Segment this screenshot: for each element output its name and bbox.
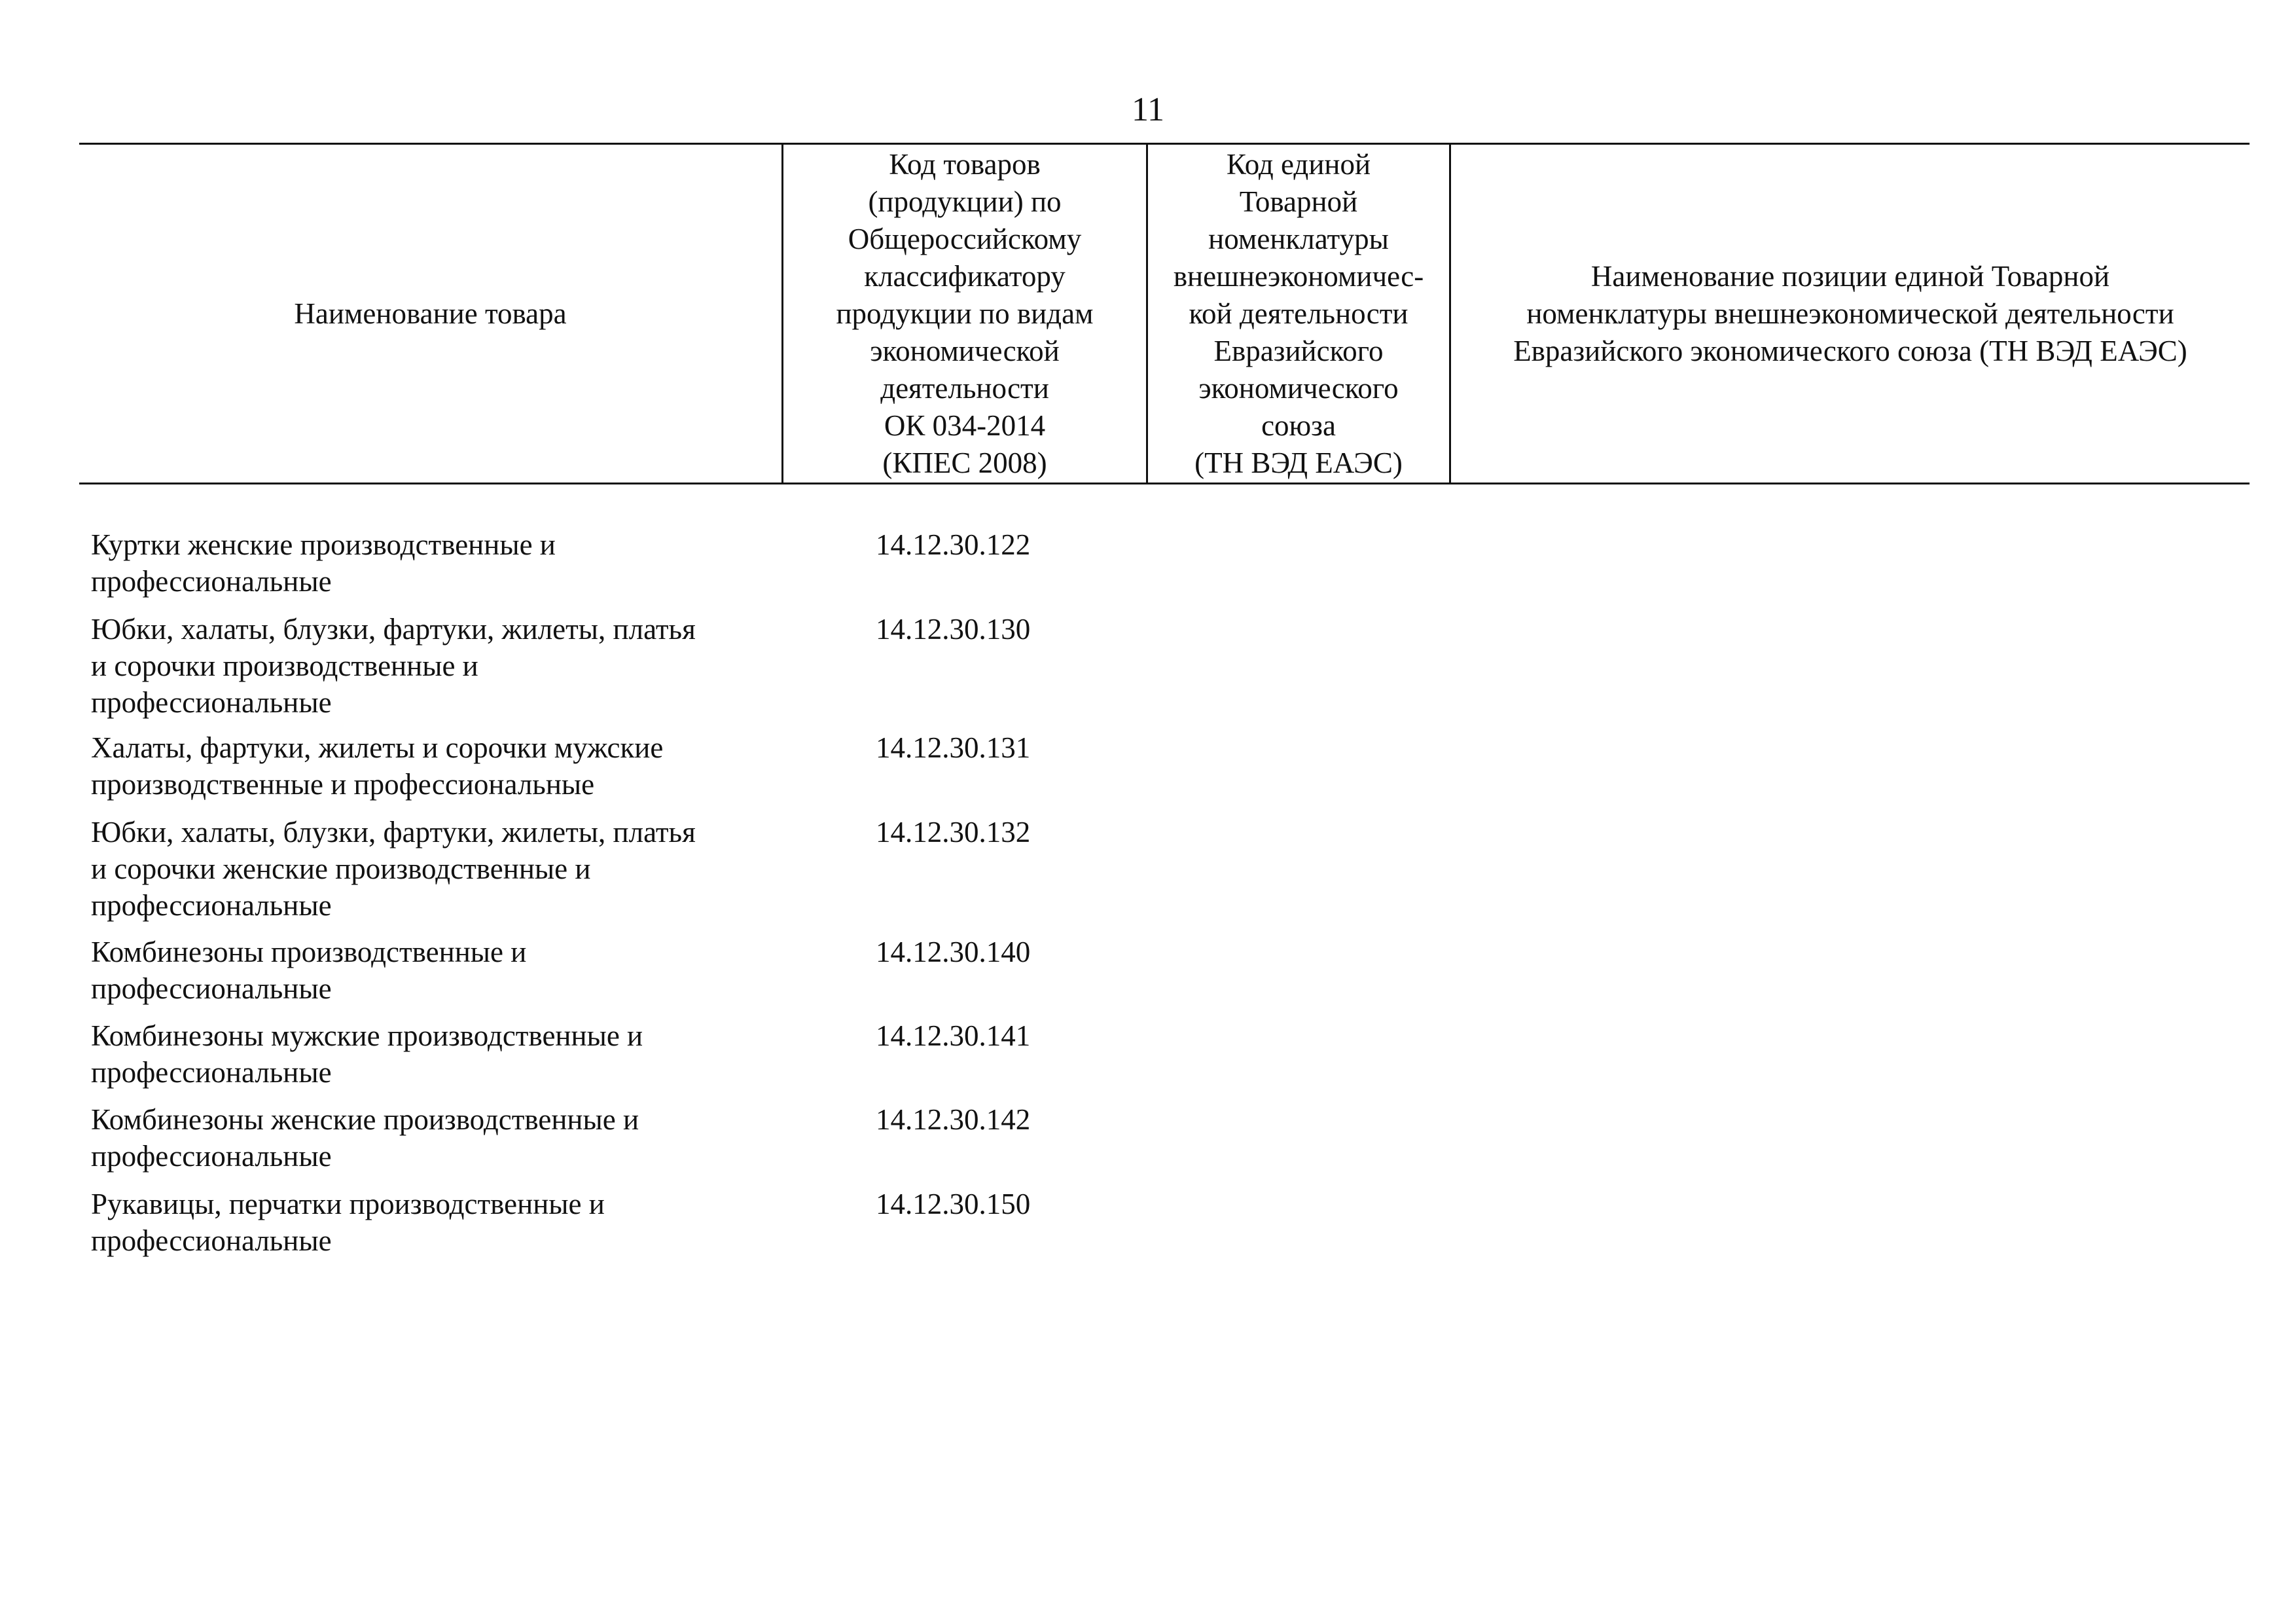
product-name: Халаты, фартуки, жилеты и сорочки мужские производственные и профессиональные [91, 731, 664, 801]
product-code: 14.12.30.130 [876, 613, 1031, 646]
product-name: Комбинезоны мужские производственные и профессиональные [91, 1019, 643, 1089]
product-code: 14.12.30.140 [876, 936, 1031, 968]
product-code: 14.12.30.132 [876, 816, 1031, 848]
product-name: Комбинезоны производственные и профессиональные [91, 936, 527, 1005]
product-code: 14.12.30.122 [876, 528, 1031, 561]
table-header [79, 143, 2250, 484]
page-number: 11 [1131, 91, 1165, 128]
product-name: Куртки женские производственные и профессиональные [91, 528, 556, 598]
product-code: 14.12.30.142 [876, 1103, 1031, 1136]
product-code: 14.12.30.131 [876, 731, 1031, 764]
product-code: 14.12.30.141 [876, 1019, 1031, 1052]
product-name: Рукавицы, перчатки производственные и профессиональные [91, 1188, 605, 1257]
header-product-name: Наименование товара [294, 297, 567, 330]
product-name: Юбки, халаты, блузки, фартуки, жилеты, платья и сорочки женские производственные и профессиональные [91, 816, 696, 922]
header-tnved-name: Наименование позиции единой Товарной номенклатуры внешнеэкономической деятельности Евразийского экономического союза (ТН ВЭД ЕАЭС) [1513, 259, 2187, 367]
header-okpd2-code: Код товаров (продукции) по Общероссийскому классификатору продукции по видам экономической деятельности ОК 034-2014 (КПЕС 2008) [781, 145, 1146, 483]
product-name: Комбинезоны женские производственные и профессиональные [91, 1103, 639, 1173]
product-name: Юбки, халаты, блузки, фартуки, жилеты, платья и сорочки производственные и профессиональные [91, 613, 696, 719]
header-tnved-code: Код единой Товарной номенклатуры внешнеэкономичес- кой деятельности Евразийского экономического союза (ТН ВЭД ЕАЭС) [1146, 145, 1451, 483]
product-code: 14.12.30.150 [876, 1188, 1031, 1220]
